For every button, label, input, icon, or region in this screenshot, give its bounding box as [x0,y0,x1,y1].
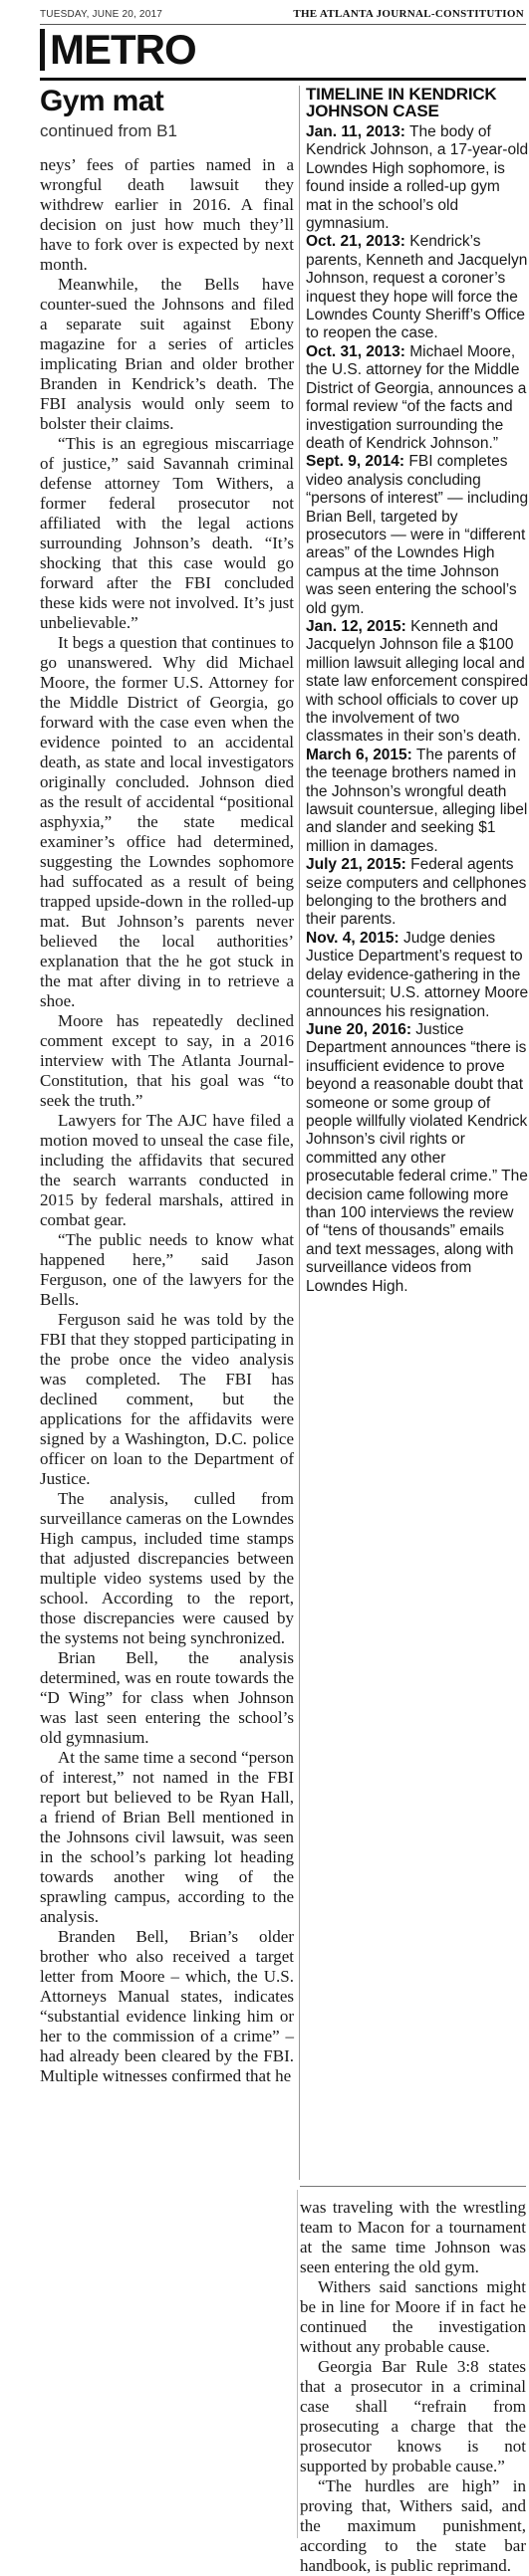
masthead-rule [40,24,526,25]
article-paragraph: The analysis, culled from surveillance cameras on the Lowndes High campus, included time stamps that adjusted discrepancies between multiple video systems used by the school. According to the report, those discrepancies were caused by the systems not being synchronized. [40,1489,294,1647]
section-label: METRO [50,26,196,73]
timeline-entry [306,343,529,453]
timeline-text: FBI completes video analysis concluding “persons of interest” — including Brian Bell, targeted by prosecutors — were in “different areas” of the Lowndes High campus at the time Johnson was seen entering the school’s old gym. [306,453,529,617]
timeline-text: Kenneth and Jacquelyn Johnson file a $100 million lawsuit alleging local and state law enforcement conspired with school officials to cover up the involvement of two classmates in their son’s death. [306,617,529,746]
timeline-text: Michael Moore, the U.S. attorney for the Middle District of Georgia, announces a formal review “of the facts and investigation surrounding the death of Kendrick Johnson.” [306,342,527,452]
article-paragraph: neys’ fees of parties named in a wrongful death lawsuit they withdrew earlier in 2016. A final decision on just how much they’ll have to fork over is expected by next month. [40,155,294,274]
timeline-date: July 21, 2015: [306,856,406,874]
timeline-date: March 6, 2015: [306,746,412,763]
timeline-entry [306,930,529,1021]
timeline-entry [306,233,529,342]
article-paragraph: It begs a question that continues to go unanswered. Why did Michael Moore, the former U.S. Attorney for the Middle District of Georgia, go forward with the case even when the evidence pointed to an accidental death, as state and local investigators originally concluded. Johnson died as the result of accidental “positional asphyxia,” the state medical examiner’s office had determined, suggesting the Lowndes sophomore had suffocated as a result of being trapped upside-down in the rolled-up mat. But Johnson’s parents never believed the local authorities’ explanation that the he got stuck in the mat after diving in to retrieve a shoe. [40,633,294,1010]
timeline-date: Oct. 21, 2013: [306,233,405,251]
sidebar-divider [300,2186,526,2187]
section-header [40,26,526,76]
section-bar [40,29,45,71]
article-paragraph: Meanwhile, the Bells have counter-sued the Johnsons and filed a separate suit against Ebony magazine for a series of articles implicating Brian and older brother Branden in Kendrick’s death. The FBI analysis would only seem to bolster their claims. [40,275,294,433]
article-paragraph: Branden Bell, Brian’s older brother who also received a target letter from Moore – which, the U.S. Attorneys Manual states, indicates “substantial evidence linking him or her to the commission of a crime” – had already been cleared by the FBI. Multiple witnesses confirmed that he [40,1927,294,2085]
article-paragraph: Moore has repeatedly declined comment except to say, in a 2016 interview with The Atlanta Journal-Constitution, that his goal was “to seek the truth.” [40,1011,294,1110]
timeline-text: The body of Kendrick Johnson, a 17-year-old Lowndes High sophomore, is found inside a rolled-up gym mat in the school’s old gymnasium. [306,123,529,233]
article-headline: Gym mat [40,85,164,117]
article-paragraph: was traveling with the wrestling team to Macon for a tournament at the same time Johnson was seen entering the old gym. [300,2198,526,2276]
article-paragraph: Withers said sanctions might be in line for Moore if in fact he continued the investigation without any probable cause. [300,2277,526,2356]
timeline-date: Sept. 9, 2014: [306,453,405,471]
article-paragraph: Ferguson said he was told by the FBI that they stopped participating in the probe once the video analysis was completed. The FBI has declined comment, but the applications for the affidavits were signed by a Washington, D.C. police officer on loan to the Department of Justice. [40,1310,294,1488]
timeline-text: Justice Department announces “there is insufficient evidence to prove beyond a reasonable doubt that someone or some group of people willfully violated Kendrick Johnson’s civil rights or committed any other prosecutable federal crime.” The decision came following more than 100 interviews the review of “tens of thousands” emails and text messages, along with surveillance videos from Lowndes High. [306,1020,528,1295]
timeline-entry [306,1021,529,1296]
column-divider [297,2190,298,2538]
article-paragraph: Brian Bell, the analysis determined, was en route towards the “D Wing” for class when Johnson was last seen entering the school’s old gymnasium. [40,1648,294,1747]
timeline-date: Jan. 12, 2015: [306,617,406,635]
timeline-date: June 20, 2016: [306,1020,411,1038]
article-paragraph: “This is an egregious miscarriage of justice,” said Savannah criminal defense attorney Tom Withers, a former federal prosecutor not affiliated with the legal actions surrounding Johnson’s death. “It’s shocking that this case would go forward after the FBI concluded these kids were not involved. It’s just unbelievable.” [40,434,294,632]
timeline-text: Judge denies Justice Department’s request to delay evidence-gathering in the countersuit; U.S. attorney Moore announces his resignation. [306,929,529,1020]
article-paragraph: “The hurdles are high” in proving that, Withers said, and the maximum punishment, according to the state bar handbook, is public reprimand. [300,2476,526,2575]
timeline-text: Kendrick’s parents, Kenneth and Jacquelyn Johnson, request a coroner’s inquest they hope will force the Lowndes County Sheriff’s Office to reopen the case. [306,233,528,342]
article-paragraph: At the same time a second “person of interest,” not named in the FBI report but believed to be Ryan Hall, a friend of Brian Bell mentioned in the Johnsons civil lawsuit, was seen in the school’s parking lot heading towards another wing of the sprawling campus, according to the analysis. [40,1748,294,1926]
newspaper-name: THE ATLANTA JOURNAL-CONSTITUTION [293,8,524,20]
masthead [40,8,526,22]
article-paragraph: Lawyers for The AJC have filed a motion moved to unseal the case file, including the affidavits that secured the search warrants conducted in 2015 by federal marshals, attired in combat gear. [40,1111,294,1229]
timeline-entry [306,123,529,233]
article-column-2 [300,2198,526,2575]
section-rule [40,78,526,81]
article-paragraph: Georgia Bar Rule 3:8 states that a prosecutor in a criminal case shall “refrain from prosecuting a charge that the prosecutor knows is not supported by probable cause.” [300,2357,526,2475]
timeline-entry [306,747,529,856]
timeline-entry [306,453,529,618]
timeline-text: The parents of the teenage brothers named in the Johnson’s wrongful death lawsuit countersue, alleging libel and slander and seeking $1 million in damages. [306,746,528,855]
timeline-date: Nov. 4, 2015: [306,929,399,947]
timeline-sidebar [299,86,529,2180]
timeline-text: Federal agents seize computers and cellphones belonging to the brothers and their parents. [306,856,527,929]
timeline-entry [306,856,529,930]
article-column-1 [40,155,294,2172]
jump-line: continued from B1 [40,121,177,140]
article-paragraph: “The public needs to know what happened here,” said Jason Ferguson, one of the lawyers for the Bells. [40,1230,294,1309]
timeline-date: Jan. 11, 2013: [306,123,405,140]
issue-date: TUESDAY, JUNE 20, 2017 [40,9,162,20]
timeline-title: TIMELINE IN KENDRICK JOHNSON CASE [306,85,497,120]
timeline-date: Oct. 31, 2013: [306,342,405,360]
timeline-entry [306,618,529,747]
